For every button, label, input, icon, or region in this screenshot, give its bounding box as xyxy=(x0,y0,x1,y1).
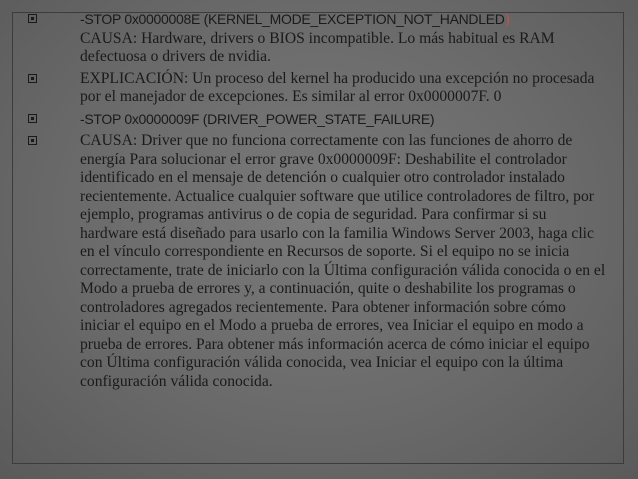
closing-parenthesis: ) xyxy=(504,11,510,28)
bullet-item-stop-9f xyxy=(28,110,608,130)
stop-code-9f: -STOP 0x0000009F (DRIVER_POWER_STATE_FAILURE) xyxy=(80,110,435,127)
cause-text-8e: CAUSA: Hardware, drivers o BIOS incompatible. Lo más habitual es RAM defectuosa o drivers de nvidia. xyxy=(80,29,555,65)
square-bullet-icon xyxy=(28,136,37,145)
cause-text-9f: CAUSA: Driver que no funciona correctamente con las funciones de ahorro de energía Para solucionar el error grave 0x0000009F: Deshabilite el controlador identificado en el mensaje de detención o cualquier otro controlador instalado recientemente. Actualice cualquier software que utilice controladores de filtro, por ejemplo, programas antivirus o de copia de seguridad. Para confirmar si su hardware está diseñado para usarlo con la familia Windows Server 2003, haga clic en el vínculo correspondiente en Recursos de soporte. Si el equipo no se inicia correctamente, trate de iniciarlo con la Última configuración válida conocida o en el Modo a prueba de errores y, a continuación, quite o deshabilite los programas o controladores agregados recientemente. Para obtener información sobre cómo iniciar el equipo en el Modo a prueba de errores, vea Iniciar el equipo en modo a prueba de errores. Para obtener más información acerca de cómo iniciar el equipo con Última configuración válida conocida, vea Iniciar el equipo con la última configuración válida conocida. xyxy=(80,132,606,390)
bullet-item-explanation xyxy=(28,70,608,107)
stop-code-8e: -STOP 0x0000008E (KERNEL_MODE_EXCEPTION_NOT_HANDLED xyxy=(80,11,505,27)
bullet-item-stop-8e xyxy=(28,10,608,67)
bullet-item-cause-9f xyxy=(28,132,608,391)
square-bullet-icon xyxy=(28,74,37,83)
square-bullet-icon xyxy=(28,14,37,23)
bullet-list xyxy=(28,10,608,391)
explanation-text: EXPLICACIÓN: Un proceso del kernel ha producido una excepción no procesada por el manejador de excepciones. Es similar al error 0x0000007F. 0 xyxy=(80,69,595,105)
square-bullet-icon xyxy=(28,114,37,123)
